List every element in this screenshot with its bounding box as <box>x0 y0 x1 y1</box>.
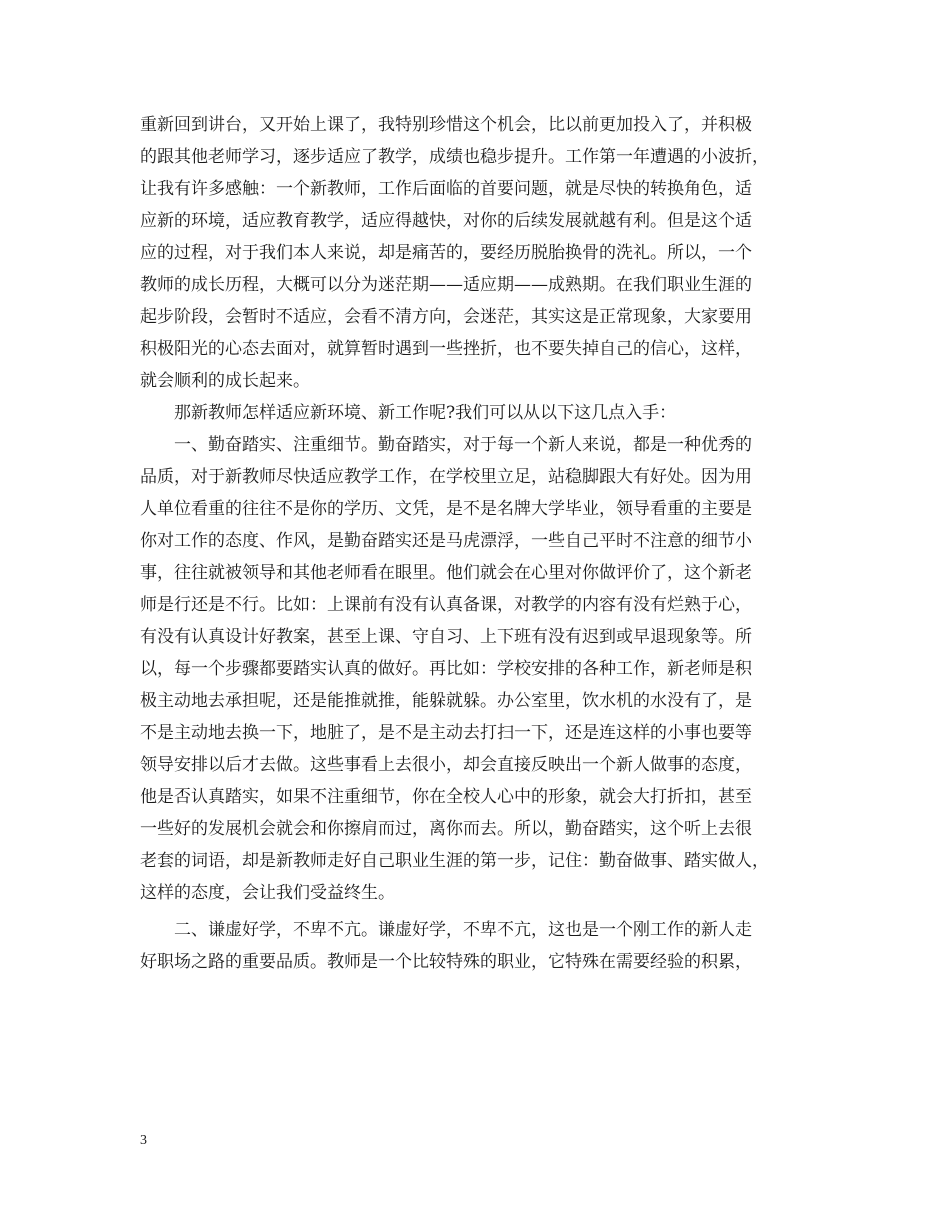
text-line: 不是主动地去换一下，地脏了，是不是主动去打扫一下，还是连这样的小事也要等 <box>140 723 752 743</box>
text-line: 教师的成长历程，大概可以分为迷茫期——适应期——成熟期。在我们职业生涯的 <box>140 275 752 295</box>
text-line: 应的过程，对于我们本人来说，却是痛苦的，要经历脱胎换骨的洗礼。所以，一个 <box>140 243 752 263</box>
text-line: 让我有许多感触：一个新教师，工作后面临的首要问题，就是尽快的转换角色，适 <box>140 179 752 199</box>
text-line: 事，往往就被领导和其他老师看在眼里。他们就会在心里对你做评价了，这个新老 <box>140 563 752 583</box>
text-line: 好职场之路的重要品质。教师是一个比较特殊的职业，它特殊在需要经验的积累， <box>140 952 752 972</box>
page-number: 3 <box>140 1133 147 1148</box>
text-line: 应新的环境，适应教育教学，适应得越快，对你的后续发展就越有利。但是这个适 <box>140 211 752 231</box>
text-line: 人单位看重的往往不是你的学历、文凭，是不是名牌大学毕业，领导看重的主要是 <box>140 499 752 519</box>
text-line: 积极阳光的心态去面对，就算暂时遇到一些挫折，也不要失掉自己的信心，这样， <box>140 339 752 359</box>
text-line: 他是否认真踏实，如果不注重细节，你在全校人心中的形象，就会大打折扣，甚至 <box>140 787 752 807</box>
body-text <box>140 109 812 978</box>
text-line: 老套的词语，却是新教师走好自己职业生涯的第一步，记住：勤奋做事、踏实做人， <box>140 851 769 871</box>
text-line: 起步阶段，会暂时不适应，会看不清方向，会迷茫，其实这是正常现象，大家要用 <box>140 307 752 327</box>
text-line: 有没有认真设计好教案，甚至上课、守自习、上下班有没有迟到或早退现象等。所 <box>140 627 752 647</box>
text-line: 以，每一个步骤都要踏实认真的做好。再比如：学校安排的各种工作，新老师是积 <box>140 659 752 679</box>
text-line: 师是行还是不行。比如：上课前有没有认真备课，对教学的内容有没有烂熟于心， <box>140 595 752 615</box>
text-line: 重新回到讲台，又开始上课了，我特别珍惜这个机会，比以前更加投入了，并积极 <box>140 115 752 135</box>
text-line: 二、谦虚好学，不卑不亢。谦虚好学，不卑不亢，这也是一个刚工作的新人走 <box>174 920 752 940</box>
text-line: 你对工作的态度、作风，是勤奋踏实还是马虎漂浮，一些自己平时不注意的细节小 <box>140 531 752 551</box>
text-line: 品质，对于新教师尽快适应教学工作，在学校里立足，站稳脚跟大有好处。因为用 <box>140 467 752 487</box>
text-line: 这样的态度，会让我们受益终生。 <box>140 883 395 903</box>
text-line: 那新教师怎样适应新环境、新工作呢?我们可以从以下这几点入手： <box>174 403 677 423</box>
text-line: 领导安排以后才去做。这些事看上去很小，却会直接反映出一个新人做事的态度， <box>140 755 752 775</box>
text-line: 的跟其他老师学习，逐步适应了教学，成绩也稳步提升。工作第一年遭遇的小波折， <box>140 147 769 167</box>
text-line: 就会顺利的成长起来。 <box>140 371 310 391</box>
text-line: 极主动地去承担呢，还是能推就推，能躲就躲。办公室里，饮水机的水没有了，是 <box>140 691 752 711</box>
text-line: 一、勤奋踏实、注重细节。勤奋踏实，对于每一个新人来说，都是一种优秀的 <box>174 435 752 455</box>
text-line: 一些好的发展机会就会和你擦肩而过，离你而去。所以，勤奋踏实，这个听上去很 <box>140 819 752 839</box>
